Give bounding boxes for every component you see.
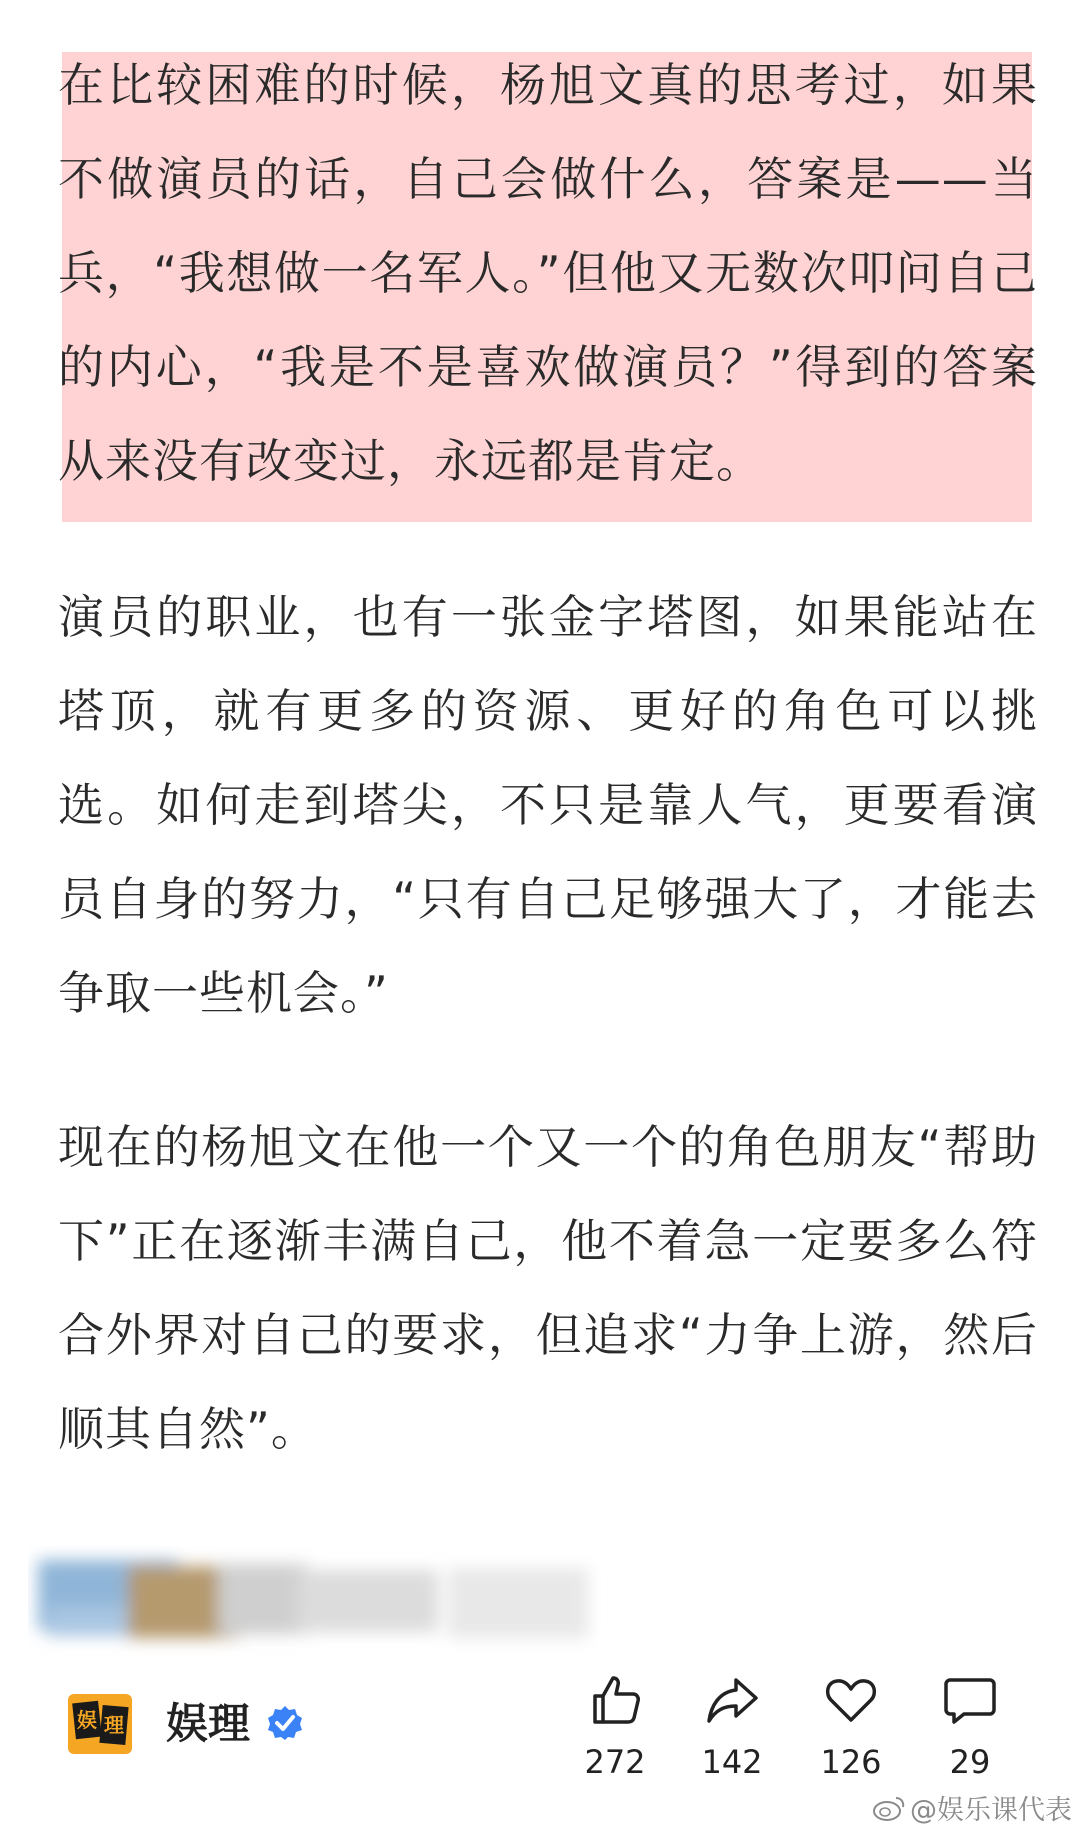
share-arrow-icon: [704, 1672, 760, 1728]
weibo-watermark: [872, 1788, 1072, 1827]
paragraph: [58, 570, 1038, 1040]
favorite-button[interactable]: [796, 1672, 906, 1782]
thumbs-up-icon: [587, 1672, 643, 1728]
share-button[interactable]: [677, 1672, 787, 1782]
logo-char: 理: [104, 1713, 124, 1737]
paragraph-text: 现在的杨旭文在他一个又一个的角色朋友“帮助下”正在逐渐丰满自己，他不着急一定要多么符合外界对自己的要求，但追求“力争上游，然后顺其自然”。: [58, 1120, 1038, 1456]
like-count: 272: [584, 1743, 646, 1781]
paragraph-text: 演员的职业，也有一张金字塔图，如果能站在塔顶，就有更多的资源、更好的角色可以挑选。如何走到塔尖，不只是靠人气，更要看演员自身的努力，“只有自己足够强大了，才能去争取一些机会。”: [58, 590, 1038, 1020]
weibo-logo-icon: [872, 1794, 906, 1822]
comment-button[interactable]: [915, 1672, 1025, 1782]
highlighted-paragraph: [58, 38, 1038, 508]
account-name[interactable]: 娱理: [166, 1699, 251, 1748]
account-logo-icon[interactable]: [66, 1690, 134, 1758]
share-count: 142: [701, 1743, 763, 1781]
comment-count: 29: [949, 1743, 991, 1781]
blurred-region: [28, 1546, 648, 1666]
favorite-count: 126: [820, 1743, 882, 1781]
comment-bubble-icon: [942, 1672, 998, 1728]
paragraph: [58, 1100, 1038, 1476]
verified-badge-icon: [266, 1704, 304, 1742]
logo-char: 娱: [77, 1708, 97, 1732]
like-button[interactable]: [560, 1672, 670, 1782]
watermark-text: @娱乐课代表: [910, 1795, 1072, 1826]
post-footer: [0, 1660, 1080, 1833]
heart-icon: [823, 1672, 879, 1728]
article-body: [58, 38, 1038, 1476]
paragraph-text: 在比较困难的时候，杨旭文真的思考过，如果不做演员的话，自己会做什么，答案是——当兵，“我想做一名军人。”但他又无数次叩问自己的内心，“我是不是喜欢做演员？”得到的答案从来没有改变过，永远都是肯定。: [58, 58, 1038, 488]
